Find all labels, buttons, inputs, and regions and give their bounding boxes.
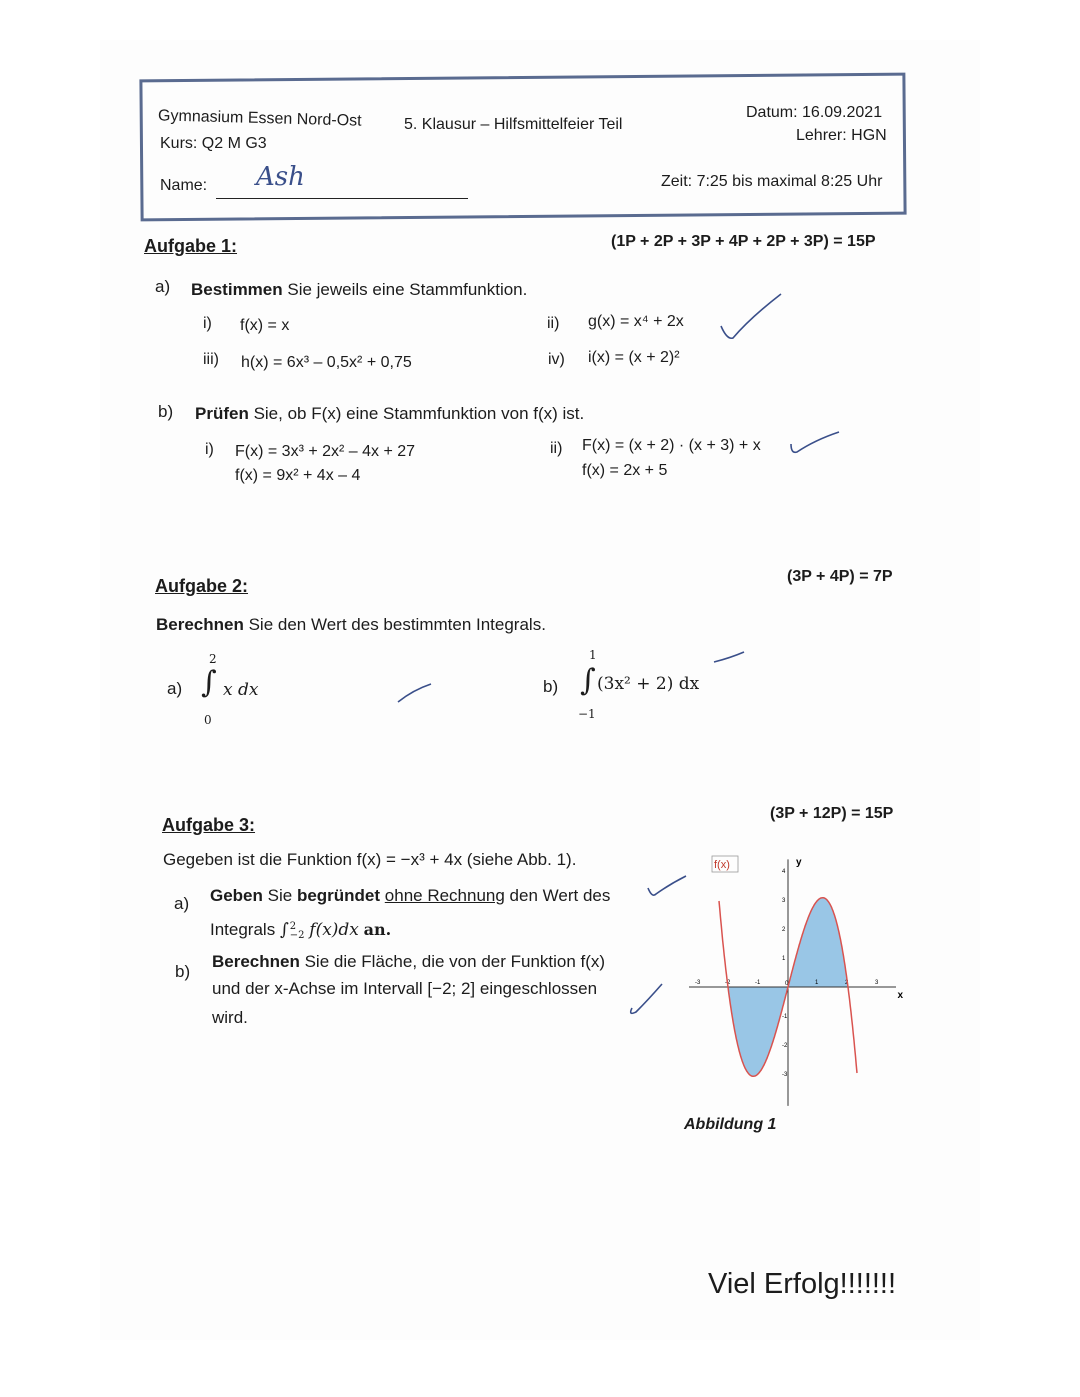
x-tick-label: 1 xyxy=(815,980,819,986)
exam-title: 5. Klausur – Hilfsmittelfeier Teil xyxy=(404,116,623,133)
task2b-integrand: (3x² + 2) dx xyxy=(597,674,700,694)
task1b-item-F: F(x) = (x + 2) · (x + 3) + x xyxy=(582,437,761,454)
task2-points: (3P + 4P) = 7P xyxy=(787,568,893,585)
task2a-label: a) xyxy=(167,679,183,698)
exam-time: Zeit: 7:25 bis maximal 8:25 Uhr xyxy=(661,173,883,190)
task2b-label: b) xyxy=(543,677,559,696)
task1a-label: a) xyxy=(155,277,171,296)
closing-message: Viel Erfolg!!!!!!! xyxy=(708,1268,897,1300)
x-tick-label: -3 xyxy=(695,980,701,986)
task1a-item-num: ii) xyxy=(547,315,560,332)
task3-title: Aufgabe 3: xyxy=(162,815,256,835)
task1a-item-num: i) xyxy=(203,315,212,332)
task3a-line1: Geben Sie begründet ohne Rechnung den Wert des xyxy=(210,886,611,905)
x-tick-label: -1 xyxy=(755,980,761,986)
task1-points: (1P + 2P + 3P + 4P + 2P + 3P) = 15P xyxy=(611,233,876,250)
y-tick-label: 3 xyxy=(782,898,786,904)
teacher: Lehrer: HGN xyxy=(796,127,887,144)
task1b-item-f: f(x) = 2x + 5 xyxy=(582,462,668,479)
checkmark-icon xyxy=(395,680,435,708)
x-tick-label: 2 xyxy=(845,980,849,986)
exam-date: Datum: 16.09.2021 xyxy=(746,104,883,121)
task3a-label: a) xyxy=(174,894,190,913)
checkmark-icon xyxy=(715,288,785,348)
task2-instruction: Berechnen Sie den Wert des bestimmten Integrals. xyxy=(156,615,546,634)
task2-title: Aufgabe 2: xyxy=(155,576,249,596)
task1a-item-expr: g(x) = x⁴ + 2x xyxy=(588,313,684,330)
course: Kurs: Q2 M G3 xyxy=(160,135,267,152)
task3b-line3: wird. xyxy=(212,1008,248,1027)
task1b-item-f: f(x) = 9x² + 4x – 4 xyxy=(235,467,361,484)
x-tick-label: 0 xyxy=(785,981,789,987)
task2b-upper-limit: 1 xyxy=(589,648,597,662)
name-handwritten: Ash xyxy=(256,162,305,192)
task1b-item-F: F(x) = 3x³ + 2x² – 4x + 27 xyxy=(235,443,416,460)
figure-caption: Abbildung 1 xyxy=(684,1116,777,1133)
task3b-line1: Berechnen Sie die Fläche, die von der Funktion f(x) xyxy=(212,952,606,971)
task3b-label: b) xyxy=(175,962,191,981)
y-tick-label: -1 xyxy=(782,1014,788,1020)
name-line xyxy=(216,198,468,199)
integral-sign-icon: ∫ xyxy=(580,663,596,698)
checkmark-icon xyxy=(626,978,666,1018)
task3b-line2: und der x-Achse im Intervall [−2; 2] eingeschlossen xyxy=(212,979,598,998)
task3-intro: Gegeben ist die Funktion f(x) = −x³ + 4x (siehe Abb. 1). xyxy=(163,850,577,869)
checkmark-icon xyxy=(785,428,845,458)
task3a-line2: Integrals ∫2 −2 f(x)dx an. xyxy=(210,920,392,941)
x-tick-label: -2 xyxy=(725,980,731,986)
name-label: Name: xyxy=(160,177,208,194)
task1a-instruction: Bestimmen Sie jeweils eine Stammfunktion. xyxy=(191,280,528,299)
task1a-item-expr: i(x) = (x + 2)² xyxy=(588,349,680,366)
y-tick-label: 1 xyxy=(782,956,786,962)
x-tick-label: 3 xyxy=(875,980,879,986)
task1a-item-num: iv) xyxy=(548,351,565,368)
task2b-lower-limit: −1 xyxy=(578,707,596,721)
task1b-item-num: ii) xyxy=(550,440,563,457)
school-name: Gymnasium Essen Nord-Ost xyxy=(157,107,362,130)
task1-title: Aufgabe 1: xyxy=(144,236,238,256)
function-graph xyxy=(680,840,920,1110)
checkmark-icon xyxy=(712,648,748,668)
y-axis-label: y xyxy=(796,857,802,869)
y-tick-label: -3 xyxy=(782,1072,788,1078)
task2a-upper-limit: 2 xyxy=(209,652,217,666)
task2a-integrand: x dx xyxy=(223,680,259,700)
task1a-item-expr: h(x) = 6x³ – 0,5x² + 0,75 xyxy=(241,354,412,371)
task1b-label: b) xyxy=(158,402,174,421)
integral-sign-icon: ∫ xyxy=(201,665,217,700)
fx-label: f(x) xyxy=(714,859,730,871)
fx-label-box xyxy=(712,856,738,872)
task1b-item-num: i) xyxy=(205,441,214,458)
y-tick-label: -2 xyxy=(782,1043,788,1049)
y-tick-label: 4 xyxy=(782,869,786,875)
task1b-instruction: Prüfen Sie, ob F(x) eine Stammfunktion von f(x) ist. xyxy=(195,404,585,423)
task2a-lower-limit: 0 xyxy=(204,713,212,727)
y-tick-label: 2 xyxy=(782,927,786,933)
task3-points: (3P + 12P) = 15P xyxy=(770,805,894,822)
x-axis-label: x xyxy=(897,990,904,1001)
task1a-item-expr: f(x) = x xyxy=(240,317,290,334)
task1a-item-num: iii) xyxy=(203,351,219,368)
